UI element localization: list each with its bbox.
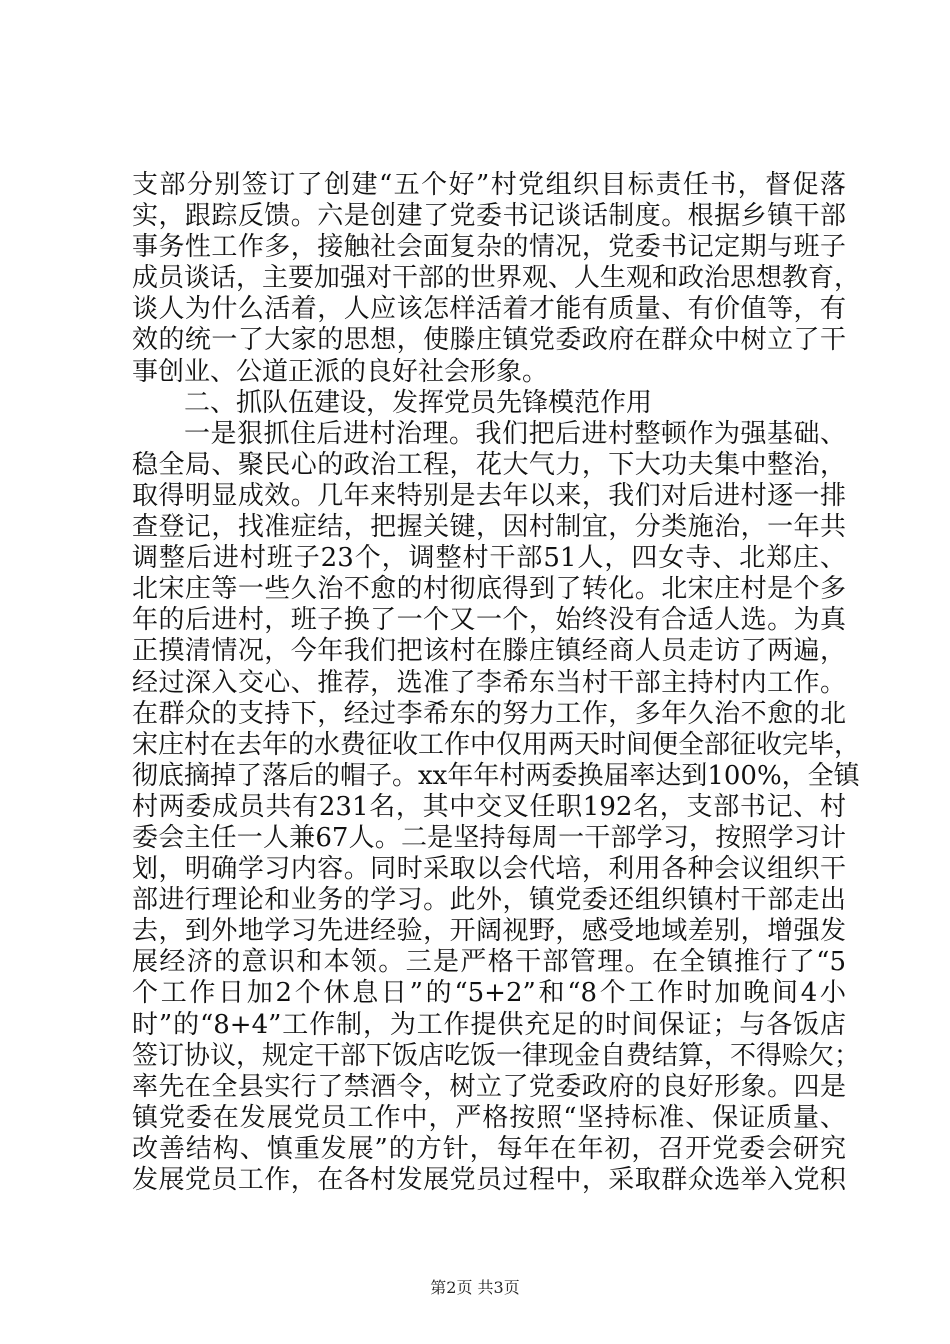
text-line: 查登记，找准症结，把握关键，因村制宜，分类施治，一年共 bbox=[132, 512, 846, 543]
text-line: 一是狠抓住后进村治理。我们把后进村整顿作为强基础、 bbox=[184, 418, 846, 449]
text-line: 年的后进村，班子换了一个又一个，始终没有合适人选。为真 bbox=[132, 605, 846, 636]
document-body bbox=[132, 170, 861, 1196]
text-line: 发展党员工作，在各村发展党员过程中，采取群众选举入党积 bbox=[132, 1165, 846, 1195]
section-heading: 二、抓队伍建设，发挥党员先锋模范作用 bbox=[184, 387, 653, 418]
text-line: 彻底摘掉了落后的帽子。xx年年村两委换届率达到100%，全镇 bbox=[132, 760, 860, 791]
text-line: 取得明显成效。几年来特别是去年以来，我们对后进村逐一排 bbox=[132, 480, 846, 511]
text-line: 效的统一了大家的思想，使滕庄镇党委政府在群众中树立了干 bbox=[132, 325, 846, 356]
text-line: 事务性工作多，接触社会面复杂的情况，党委书记定期与班子 bbox=[132, 232, 846, 263]
text-line: 在群众的支持下，经过李希东的努力工作，多年久治不愈的北 bbox=[132, 698, 846, 729]
text-line: 经过深入交心、推荐，选准了李希东当村干部主持村内工作。 bbox=[132, 667, 846, 698]
text-line: 调整后进村班子23个，调整村干部51人，四女寺、北郑庄、 bbox=[132, 543, 846, 574]
text-line: 稳全局、聚民心的政治工程，花大气力，下大功夫集中整治， bbox=[132, 449, 846, 480]
text-line: 去，到外地学习先进经验，开阔视野，感受地域差别，增强发 bbox=[132, 916, 846, 947]
text-line: 委会主任一人兼67人。二是坚持每周一干部学习，按照学习计 bbox=[132, 822, 846, 853]
text-line: 个工作日加2个休息日”的“5+2”和“8个工作时加晚间4小 bbox=[132, 978, 846, 1009]
text-line: 北宋庄等一些久治不愈的村彻底得到了转化。北宋庄村是个多 bbox=[132, 574, 846, 605]
text-line: 支部分别签订了创建“五个好”村党组织目标责任书，督促落 bbox=[132, 170, 846, 200]
text-line: 事创业、公道正派的良好社会形象。 bbox=[132, 356, 549, 387]
page-footer: 第2页 共3页 bbox=[430, 1278, 520, 1297]
text-line: 镇党委在发展党员工作中，严格按照“坚持标准、保证质量、 bbox=[132, 1102, 846, 1133]
text-line: 展经济的意识和本领。三是严格干部管理。在全镇推行了“5 bbox=[132, 947, 846, 978]
text-line: 宋庄村在去年的水费征收工作中仅用两天时间便全部征收完毕， bbox=[132, 729, 861, 760]
text-line: 正摸清情况，今年我们把该村在滕庄镇经商人员走访了两遍， bbox=[132, 636, 846, 667]
text-line: 村两委成员共有231名，其中交叉任职192名，支部书记、村 bbox=[132, 791, 846, 822]
text-line: 谈人为什么活着，人应该怎样活着才能有质量、有价值等，有 bbox=[132, 294, 846, 325]
text-line: 率先在全县实行了禁酒令，树立了党委政府的良好形象。四是 bbox=[132, 1071, 846, 1102]
text-line: 划，明确学习内容。同时采取以会代培，利用各种会议组织干 bbox=[132, 854, 846, 885]
text-line: 改善结构、慎重发展”的方针，每年在年初，召开党委会研究 bbox=[132, 1133, 846, 1164]
text-line: 时”的“8+4”工作制，为工作提供充足的时间保证；与各饭店 bbox=[132, 1009, 846, 1040]
text-line: 成员谈话，主要加强对干部的世界观、人生观和政治思想教育， bbox=[132, 263, 861, 294]
text-line: 签订协议，规定干部下饭店吃饭一律现金自费结算，不得赊欠； bbox=[132, 1040, 861, 1071]
text-line: 实，跟踪反馈。六是创建了党委书记谈话制度。根据乡镇干部 bbox=[132, 201, 846, 232]
text-line: 部进行理论和业务的学习。此外，镇党委还组织镇村干部走出 bbox=[132, 885, 846, 916]
